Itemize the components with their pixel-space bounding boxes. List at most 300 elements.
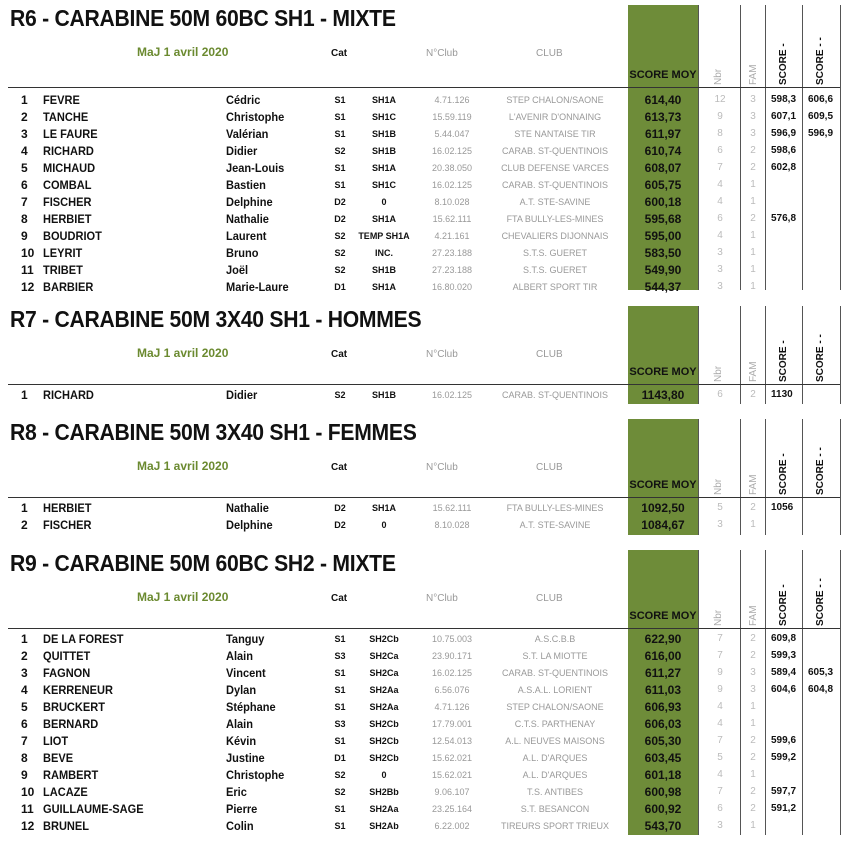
header-score-2: SCORE - - [815, 578, 826, 626]
last-name-cell: TRIBET [43, 263, 83, 277]
rank-cell: 10 [21, 785, 35, 799]
rank-cell: 5 [21, 161, 28, 175]
category-cell: D2 [334, 214, 346, 224]
club-number-cell: 4.71.126 [434, 702, 470, 712]
last-name-cell: KERRENEUR [43, 683, 113, 697]
score-moy-cell: 583,50 [644, 246, 682, 260]
class-cell: SH2Cb [369, 736, 399, 746]
club-number-cell: 15.62.021 [431, 770, 473, 780]
rank-cell: 9 [21, 229, 28, 243]
header-score-1: SCORE - [778, 340, 789, 382]
club-number-cell: 4.21.161 [434, 231, 470, 241]
fam-cell: 2 [750, 786, 756, 797]
table-row [0, 715, 849, 732]
rank-cell: 1 [21, 632, 28, 646]
table-row [0, 244, 849, 261]
class-cell: SH2Cb [369, 634, 399, 644]
category-cell: D2 [334, 520, 346, 530]
header-nbr: Nbr [713, 365, 724, 382]
category-cell: S2 [334, 787, 346, 797]
score-moy-cell: 608,07 [644, 161, 682, 175]
header-cat: Cat [331, 593, 348, 604]
category-cell: S1 [334, 702, 346, 712]
class-cell: SH2Ca [369, 651, 399, 661]
club-cell: L'AVENIR D'ONNAING [508, 112, 602, 122]
first-name-cell: Didier [226, 144, 258, 158]
score-moy-cell: 606,93 [644, 700, 682, 714]
class-cell: SH1A [371, 214, 396, 224]
club-cell: STEP CHALON/SAONE [506, 702, 604, 712]
category-cell: S1 [334, 634, 346, 644]
first-name-cell: Valérian [226, 127, 269, 141]
first-name-cell: Nathalie [226, 501, 269, 515]
club-number-cell: 16.80.020 [431, 282, 473, 292]
nbr-cell: 6 [717, 803, 723, 814]
results-section [0, 419, 849, 537]
club-cell: CLUB DEFENSE VARCES [501, 163, 609, 173]
last-name-cell: BOUDRIOT [43, 229, 102, 243]
header-club: CLUB [536, 462, 563, 473]
update-date: MaJ 1 avril 2020 [137, 45, 229, 59]
table-row [0, 783, 849, 800]
class-cell: 0 [381, 197, 387, 207]
table-row [0, 227, 849, 244]
category-cell: D1 [334, 753, 346, 763]
category-cell: S1 [334, 95, 346, 105]
nbr-cell: 7 [717, 162, 723, 173]
table-row [0, 499, 849, 516]
class-cell: 0 [381, 770, 387, 780]
nbr-cell: 3 [717, 820, 723, 831]
table-row [0, 516, 849, 533]
last-name-cell: LE FAURE [43, 127, 98, 141]
fam-cell: 2 [750, 213, 756, 224]
table-row [0, 125, 849, 142]
results-section [0, 5, 849, 292]
fam-cell: 2 [750, 735, 756, 746]
club-number-cell: 8.10.028 [434, 520, 470, 530]
nbr-cell: 6 [717, 389, 723, 400]
header-score-2: SCORE - - [815, 334, 826, 382]
club-cell: S.T. BESANCON [520, 804, 590, 814]
header-nbr: Nbr [713, 68, 724, 85]
club-cell: STE NANTAISE TIR [514, 129, 596, 139]
first-name-cell: Dylan [226, 683, 257, 697]
category-cell: S1 [334, 804, 346, 814]
club-number-cell: 6.22.002 [434, 821, 470, 831]
header-club-number: N°Club [426, 462, 458, 473]
section-title: R8 - CARABINE 50M 3X40 SH1 - FEMMES [10, 419, 417, 445]
nbr-cell: 4 [717, 718, 723, 729]
table-row [0, 159, 849, 176]
nbr-cell: 12 [714, 94, 726, 105]
rank-cell: 6 [21, 178, 28, 192]
nbr-cell: 4 [717, 196, 723, 207]
score-moy-cell: 622,90 [644, 632, 682, 646]
club-cell: S.T.S. GUERET [522, 248, 587, 258]
nbr-cell: 4 [717, 769, 723, 780]
last-name-cell: FISCHER [43, 518, 92, 532]
score-1-cell: 599,6 [771, 735, 797, 746]
score-moy-cell: 595,00 [644, 229, 682, 243]
club-number-cell: 15.62.111 [432, 214, 472, 224]
nbr-cell: 7 [717, 633, 723, 644]
last-name-cell: LEYRIT [43, 246, 83, 260]
last-name-cell: HERBIET [43, 212, 92, 226]
score-moy-cell: 600,18 [644, 195, 682, 209]
fam-cell: 3 [750, 684, 756, 695]
header-fam: FAM [748, 474, 759, 495]
category-cell: S1 [334, 668, 346, 678]
table-row [0, 817, 849, 834]
score-moy-cell: 1143,80 [641, 388, 685, 402]
category-cell: S1 [334, 180, 346, 190]
nbr-cell: 9 [717, 667, 723, 678]
last-name-cell: TANCHE [43, 110, 89, 124]
score-1-cell: 598,3 [771, 94, 797, 105]
first-name-cell: Delphine [226, 518, 273, 532]
header-score-1: SCORE - [778, 453, 789, 495]
category-cell: S1 [334, 112, 346, 122]
club-number-cell: 20.38.050 [431, 163, 473, 173]
last-name-cell: BRUNEL [43, 819, 89, 833]
nbr-cell: 6 [717, 213, 723, 224]
first-name-cell: Colin [226, 819, 254, 833]
score-moy-cell: 616,00 [644, 649, 682, 663]
nbr-cell: 7 [717, 786, 723, 797]
score-moy-cell: 543,70 [644, 819, 682, 833]
category-cell: S2 [334, 248, 346, 258]
last-name-cell: GUILLAUME-SAGE [43, 802, 144, 816]
club-number-cell: 15.62.021 [431, 753, 473, 763]
score-1-cell: 597,7 [771, 786, 797, 797]
score-moy-cell: 601,18 [644, 768, 682, 782]
fam-cell: 3 [750, 111, 756, 122]
results-section [0, 306, 849, 406]
class-cell: SH1A [371, 95, 396, 105]
last-name-cell: RICHARD [43, 144, 94, 158]
section-title: R6 - CARABINE 50M 60BC SH1 - MIXTE [10, 5, 396, 31]
club-cell: T.S. ANTIBES [526, 787, 584, 797]
score-1-cell: 607,1 [771, 111, 797, 122]
update-date: MaJ 1 avril 2020 [137, 346, 229, 360]
first-name-cell: Bastien [226, 178, 266, 192]
first-name-cell: Jean-Louis [226, 161, 285, 175]
score-2-cell: 609,5 [808, 111, 834, 122]
club-cell: A.S.C.B.B [534, 634, 576, 644]
first-name-cell: Pierre [226, 802, 258, 816]
header-rule [8, 87, 840, 88]
last-name-cell: BARBIER [43, 280, 94, 294]
club-cell: CARAB. ST-QUENTINOIS [501, 390, 608, 400]
club-number-cell: 16.02.125 [431, 180, 473, 190]
fam-cell: 1 [750, 769, 756, 780]
fam-cell: 3 [750, 128, 756, 139]
first-name-cell: Christophe [226, 768, 285, 782]
club-cell: A.L. D'ARQUES [522, 753, 588, 763]
category-cell: S2 [334, 770, 346, 780]
section-title: R9 - CARABINE 50M 60BC SH2 - MIXTE [10, 550, 396, 576]
fam-cell: 2 [750, 752, 756, 763]
header-cat: Cat [331, 48, 348, 59]
first-name-cell: Stéphane [226, 700, 276, 714]
first-name-cell: Bruno [226, 246, 259, 260]
nbr-cell: 4 [717, 230, 723, 241]
table-row [0, 386, 849, 403]
club-number-cell: 5.44.047 [434, 129, 470, 139]
header-nbr: Nbr [713, 609, 724, 626]
category-cell: S3 [334, 651, 346, 661]
club-cell: CHEVALIERS DIJONNAIS [501, 231, 609, 241]
category-cell: S1 [334, 736, 346, 746]
last-name-cell: LIOT [43, 734, 69, 748]
class-cell: SH1B [371, 390, 396, 400]
first-name-cell: Alain [226, 717, 253, 731]
header-rule [8, 384, 840, 385]
first-name-cell: Eric [226, 785, 247, 799]
score-moy-cell: 1084,67 [641, 518, 685, 532]
score-1-cell: 591,2 [771, 803, 797, 814]
fam-cell: 2 [750, 803, 756, 814]
nbr-cell: 6 [717, 145, 723, 156]
score-moy-cell: 605,75 [644, 178, 682, 192]
rank-cell: 4 [21, 683, 28, 697]
last-name-cell: DE LA FOREST [43, 632, 124, 646]
score-moy-cell: 1092,50 [641, 501, 685, 515]
club-cell: A.S.A.L. LORIENT [517, 685, 593, 695]
rank-cell: 1 [21, 501, 28, 515]
header-fam: FAM [748, 64, 759, 85]
header-club: CLUB [536, 593, 563, 604]
fam-cell: 1 [750, 718, 756, 729]
header-club: CLUB [536, 48, 563, 59]
class-cell: SH1A [371, 163, 396, 173]
club-cell: C.T.S. PARTHENAY [514, 719, 596, 729]
category-cell: S1 [334, 163, 346, 173]
score-1-cell: 609,8 [771, 633, 797, 644]
fam-cell: 1 [750, 264, 756, 275]
table-row [0, 698, 849, 715]
score-1-cell: 599,2 [771, 752, 797, 763]
last-name-cell: FAGNON [43, 666, 91, 680]
rank-cell: 12 [21, 280, 35, 294]
rank-cell: 9 [21, 768, 28, 782]
club-cell: S.T.S. GUERET [522, 265, 587, 275]
header-score-moy: SCORE MOY [629, 366, 697, 378]
table-row [0, 261, 849, 278]
fam-cell: 3 [750, 667, 756, 678]
fam-cell: 3 [750, 94, 756, 105]
nbr-cell: 3 [717, 247, 723, 258]
rank-cell: 11 [21, 802, 34, 816]
score-2-cell: 605,3 [808, 667, 834, 678]
nbr-cell: 9 [717, 111, 723, 122]
club-cell: STEP CHALON/SAONE [506, 95, 604, 105]
first-name-cell: Vincent [226, 666, 266, 680]
score-moy-cell: 611,03 [644, 683, 682, 697]
header-cat: Cat [331, 349, 348, 360]
table-row [0, 647, 849, 664]
header-score-2: SCORE - - [815, 447, 826, 495]
table-row [0, 142, 849, 159]
class-cell: SH2Cb [369, 753, 399, 763]
rank-cell: 7 [21, 195, 28, 209]
nbr-cell: 3 [717, 264, 723, 275]
fam-cell: 2 [750, 389, 756, 400]
rank-cell: 1 [21, 93, 28, 107]
score-2-cell: 596,9 [808, 128, 834, 139]
rank-cell: 6 [21, 717, 28, 731]
last-name-cell: FISCHER [43, 195, 92, 209]
first-name-cell: Alain [226, 649, 253, 663]
score-moy-cell: 603,45 [644, 751, 682, 765]
class-cell: SH1A [371, 282, 396, 292]
score-moy-cell: 611,97 [644, 127, 682, 141]
club-number-cell: 10.75.003 [431, 634, 473, 644]
table-row [0, 681, 849, 698]
last-name-cell: LACAZE [43, 785, 88, 799]
category-cell: D1 [334, 282, 346, 292]
header-fam: FAM [748, 605, 759, 626]
header-fam: FAM [748, 361, 759, 382]
header-nbr: Nbr [713, 478, 724, 495]
category-cell: D2 [334, 503, 346, 513]
score-moy-cell: 549,90 [644, 263, 682, 277]
club-number-cell: 8.10.028 [434, 197, 470, 207]
table-row [0, 91, 849, 108]
class-cell: SH2Ab [369, 821, 399, 831]
club-cell: CARAB. ST-QUENTINOIS [501, 668, 608, 678]
fam-cell: 2 [750, 162, 756, 173]
rank-cell: 5 [21, 700, 28, 714]
category-cell: S2 [334, 265, 346, 275]
header-score-moy: SCORE MOY [629, 69, 697, 81]
club-number-cell: 15.62.111 [432, 503, 472, 513]
club-cell: S.T. LA MIOTTE [522, 651, 588, 661]
class-cell: TEMP SH1A [358, 231, 410, 241]
last-name-cell: FEVRE [43, 93, 80, 107]
rank-cell: 10 [21, 246, 35, 260]
class-cell: SH1C [371, 112, 396, 122]
last-name-cell: COMBAL [43, 178, 92, 192]
fam-cell: 2 [750, 502, 756, 513]
fam-cell: 1 [750, 247, 756, 258]
table-row [0, 800, 849, 817]
fam-cell: 1 [750, 820, 756, 831]
fam-cell: 1 [750, 196, 756, 207]
club-number-cell: 16.02.125 [431, 390, 473, 400]
last-name-cell: HERBIET [43, 501, 92, 515]
rank-cell: 12 [21, 819, 35, 833]
club-number-cell: 16.02.125 [431, 668, 473, 678]
club-number-cell: 15.59.119 [432, 112, 472, 122]
header-score-2: SCORE - - [815, 37, 826, 85]
score-moy-cell: 595,68 [644, 212, 682, 226]
nbr-cell: 7 [717, 650, 723, 661]
nbr-cell: 3 [717, 281, 723, 292]
score-moy-cell: 606,03 [644, 717, 682, 731]
class-cell: 0 [381, 520, 387, 530]
first-name-cell: Didier [226, 388, 258, 402]
score-moy-cell: 605,30 [644, 734, 682, 748]
last-name-cell: RAMBERT [43, 768, 99, 782]
table-row [0, 278, 849, 295]
header-score-moy: SCORE MOY [629, 479, 697, 491]
score-1-cell: 599,3 [771, 650, 797, 661]
score-1-cell: 1056 [771, 502, 794, 513]
rank-cell: 8 [21, 751, 28, 765]
club-cell: A.T. STE-SAVINE [519, 520, 591, 530]
last-name-cell: BEVE [43, 751, 74, 765]
class-cell: SH2Aa [369, 702, 399, 712]
nbr-cell: 4 [717, 701, 723, 712]
fam-cell: 2 [750, 145, 756, 156]
score-moy-cell: 613,73 [644, 110, 682, 124]
first-name-cell: Laurent [226, 229, 267, 243]
club-number-cell: 27.23.188 [431, 248, 473, 258]
category-cell: S1 [334, 821, 346, 831]
score-1-cell: 596,9 [771, 128, 797, 139]
first-name-cell: Kévin [226, 734, 257, 748]
category-cell: S3 [334, 719, 346, 729]
fam-cell: 1 [750, 179, 756, 190]
rank-cell: 2 [21, 649, 28, 663]
club-cell: TIREURS SPORT TRIEUX [500, 821, 610, 831]
rank-cell: 3 [21, 127, 28, 141]
first-name-cell: Nathalie [226, 212, 269, 226]
club-number-cell: 9.06.107 [434, 787, 470, 797]
fam-cell: 2 [750, 633, 756, 644]
last-name-cell: MICHAUD [43, 161, 96, 175]
header-club-number: N°Club [426, 349, 458, 360]
table-row [0, 176, 849, 193]
rank-cell: 4 [21, 144, 28, 158]
update-date: MaJ 1 avril 2020 [137, 459, 229, 473]
last-name-cell: RICHARD [43, 388, 94, 402]
score-2-cell: 604,8 [808, 684, 834, 695]
score-1-cell: 589,4 [771, 667, 797, 678]
club-number-cell: 16.02.125 [431, 146, 473, 156]
class-cell: SH2Bb [369, 787, 399, 797]
score-1-cell: 576,8 [771, 213, 797, 224]
club-number-cell: 4.71.126 [434, 95, 470, 105]
table-row [0, 193, 849, 210]
nbr-cell: 4 [717, 179, 723, 190]
score-1-cell: 602,8 [771, 162, 797, 173]
class-cell: SH1A [371, 503, 396, 513]
score-moy-cell: 611,27 [644, 666, 682, 680]
header-club: CLUB [536, 349, 563, 360]
nbr-cell: 5 [717, 752, 723, 763]
table-row [0, 766, 849, 783]
results-section [0, 550, 849, 837]
club-cell: FTA BULLY-LES-MINES [506, 214, 604, 224]
club-number-cell: 23.90.171 [431, 651, 473, 661]
first-name-cell: Tanguy [226, 632, 265, 646]
first-name-cell: Cédric [226, 93, 261, 107]
score-moy-cell: 600,98 [644, 785, 682, 799]
section-title: R7 - CARABINE 50M 3X40 SH1 - HOMMES [10, 306, 422, 332]
category-cell: D2 [334, 197, 346, 207]
header-score-1: SCORE - [778, 43, 789, 85]
score-2-cell: 606,6 [808, 94, 834, 105]
rank-cell: 3 [21, 666, 28, 680]
score-1-cell: 604,6 [771, 684, 797, 695]
club-number-cell: 27.23.188 [431, 265, 473, 275]
club-number-cell: 17.79.001 [431, 719, 473, 729]
first-name-cell: Marie-Laure [226, 280, 289, 294]
class-cell: SH1B [371, 129, 396, 139]
